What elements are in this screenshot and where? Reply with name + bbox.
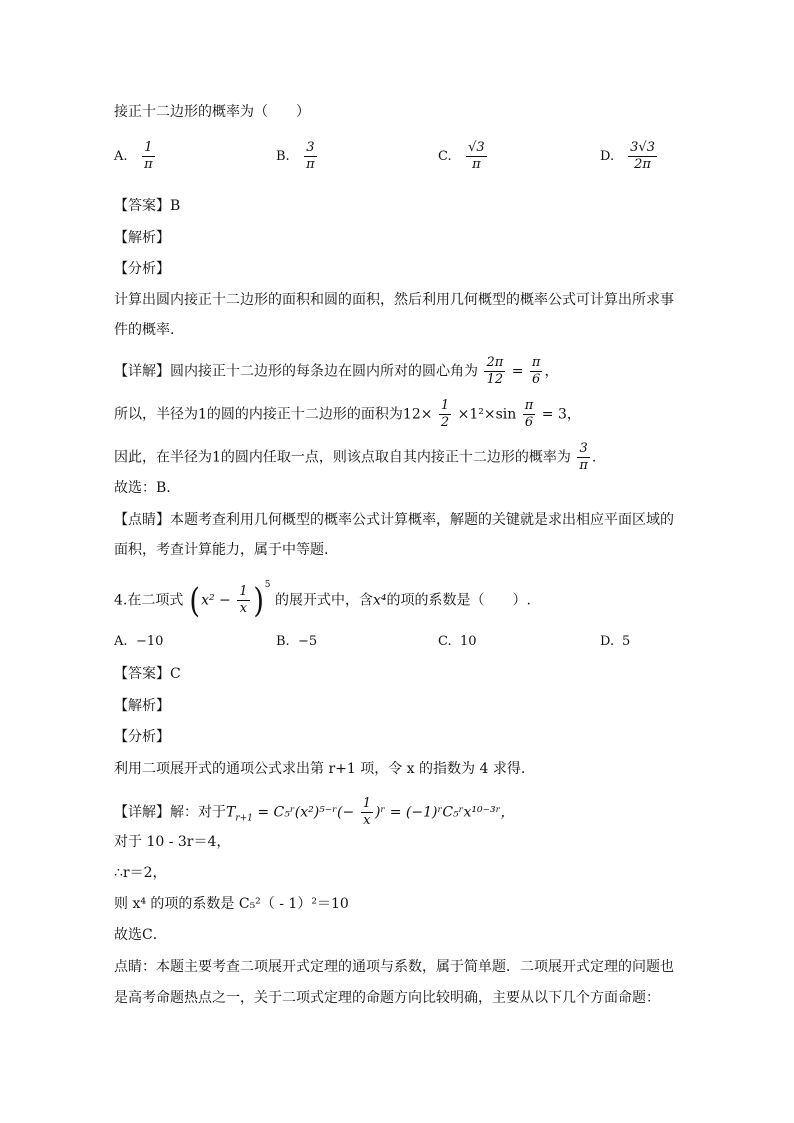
frac-den: π: [144, 157, 153, 172]
q4-suffix-b: 的项的系数是（ ）.: [386, 592, 531, 609]
frac-num: 2π: [486, 355, 504, 370]
half-frac: [439, 398, 451, 431]
detail-a: 解：对于: [170, 804, 226, 821]
q3-prob-line: [114, 441, 596, 474]
frac-num: π: [531, 355, 541, 370]
q4-stem: [114, 579, 531, 621]
detail-e: )ʳ = (−1)ʳC₅ʳx¹⁰⁻³ʳ，: [374, 804, 515, 821]
q4-detail-line: [114, 796, 515, 829]
area-expr-b: ×1²×sin: [457, 406, 517, 423]
left-paren: (: [189, 580, 200, 621]
option-fraction: [142, 140, 155, 173]
option-fraction: [304, 140, 317, 173]
q4-expr-frac: [237, 584, 249, 617]
area-prefix: 所以，半径为1的圆的内接正十二边形的面积为: [114, 406, 403, 423]
q4-option-b: [276, 634, 317, 649]
frac-num: 3√3: [630, 140, 655, 155]
period: .: [591, 449, 597, 466]
q3-fenxi-heading: 【分析】: [114, 261, 170, 277]
q4-fenxi-heading: 【分析】: [114, 729, 170, 745]
area-expr-a: 12×: [402, 406, 433, 423]
angle-frac-1: [484, 355, 505, 388]
prob-frac: [577, 441, 590, 474]
q4-expr-a: x² −: [201, 592, 231, 609]
frac-num: 1: [239, 584, 248, 599]
q4-dianjing-1: 点睛：本题主要考查二项展开式定理的通项与系数，属于简单题．二项展开式定理的问题也: [114, 959, 674, 975]
q4-line-1: 对于 10 - 3r＝4，: [114, 834, 231, 850]
q4-x4: x⁴: [372, 592, 387, 609]
frac-num: π: [524, 398, 534, 413]
q4-exponent: 5: [264, 579, 271, 590]
q4-prefix: 4.在二项式: [114, 592, 184, 609]
q4-answer: 【答案】C: [114, 666, 181, 682]
q4-option-c: [438, 634, 477, 649]
option-value: 10: [460, 634, 477, 649]
q4-option-a: [114, 634, 163, 649]
frac-num: 1: [440, 398, 450, 413]
option-label: C.: [438, 634, 452, 649]
dianjing-heading: 【点睛】: [114, 512, 170, 528]
frac-den: 6: [524, 415, 534, 430]
q4-line-2: ∴r＝2，: [114, 865, 167, 881]
detail-d: = C₅ʳ(x²)⁵⁻ʳ(−: [257, 804, 355, 821]
q4-line-3: 则 x⁴ 的项的系数是 C₅²（ - 1）²＝10: [114, 896, 349, 912]
q3-fenxi-text-1: 计算出圆内接正十二边形的面积和圆的面积，然后利用几何概型的概率公式可计算出所求事: [114, 292, 674, 308]
prob-prefix: 因此，在半径为1的圆内任取一点，则该点取自其内接正十二边形的概率为: [114, 449, 571, 466]
q3-option-b: [276, 140, 319, 173]
q3-option-c: [438, 140, 489, 173]
option-label: B.: [276, 634, 290, 649]
q4-option-d: [600, 634, 630, 649]
q4-choose: 故选C．: [114, 927, 167, 943]
detail-heading: 【详解】: [114, 363, 170, 380]
option-value: 5: [622, 634, 631, 649]
option-label: D.: [600, 634, 615, 649]
angle-frac-2: [530, 355, 543, 388]
q3-option-d: [600, 140, 659, 173]
option-fraction: [466, 140, 487, 173]
comma: ，: [544, 363, 559, 380]
q3-area-line: [114, 398, 581, 431]
q4-suffix-a: 的展开式中，含: [274, 592, 373, 609]
q3-dianjing-2: 面积，考查计算能力，属于中等题.: [114, 542, 329, 558]
frac-num: √3: [468, 140, 485, 155]
sin-arg-frac: [523, 398, 536, 431]
option-value: −5: [298, 634, 318, 649]
frac-den: 6: [532, 372, 541, 387]
frac-num: 3: [306, 140, 315, 155]
q3-jiexi-heading: 【解析】: [114, 230, 170, 246]
detail-heading: 【详解】: [114, 804, 170, 821]
area-expr-c: = 3，: [541, 406, 581, 423]
frac-num: 1: [362, 796, 371, 811]
option-label: A.: [114, 149, 128, 164]
frac-den: π: [579, 458, 588, 473]
frac-den: 2: [440, 415, 450, 430]
q3-option-a: [114, 140, 157, 173]
frac-den: 12: [486, 372, 504, 387]
q4-jiexi-heading: 【解析】: [114, 698, 170, 714]
option-label: C.: [438, 149, 452, 164]
frac-den: 2π: [634, 157, 651, 172]
detail-frac: [361, 796, 373, 829]
detail-text: 圆内接正十二边形的每条边在圆内所对的圆心角为: [170, 363, 478, 380]
t-symbol: T: [226, 804, 236, 821]
frac-den: x: [239, 601, 248, 616]
q4-dianjing-2: 是高考命题热点之一，关于二项式定理的命题方向比较明确，主要从以下几个方面命题：: [114, 990, 660, 1006]
right-paren: ): [252, 580, 264, 621]
option-label: A.: [114, 634, 128, 649]
option-label: D.: [600, 149, 615, 164]
frac-num: 1: [144, 140, 153, 155]
option-label: B.: [276, 149, 290, 164]
q3-answer: 【答案】B: [114, 198, 181, 214]
dianjing-text: 本题考查利用几何概型的概率公式计算概率，解题的关键就是求出相应平面区域的: [170, 512, 674, 528]
equals-sign: =: [511, 363, 524, 380]
option-value: −10: [136, 634, 164, 649]
q3-detail-line: [114, 355, 558, 388]
q4-fenxi-text: 利用二项展开式的通项公式求出第 r+1 项，令 x 的指数为 4 求得.: [114, 761, 526, 777]
q3-stem-tail: 接正十二边形的概率为（ ）: [114, 104, 310, 120]
frac-den: x: [363, 813, 371, 828]
q3-dianjing-1: [114, 510, 674, 530]
frac-num: 3: [579, 441, 588, 456]
t-subscript: r+1: [235, 813, 253, 824]
frac-den: π: [306, 157, 315, 172]
frac-den: π: [472, 157, 481, 172]
q3-choose: 故选：B.: [114, 480, 171, 496]
q3-fenxi-text-2: 件的概率.: [114, 322, 175, 338]
option-fraction: [628, 140, 657, 173]
